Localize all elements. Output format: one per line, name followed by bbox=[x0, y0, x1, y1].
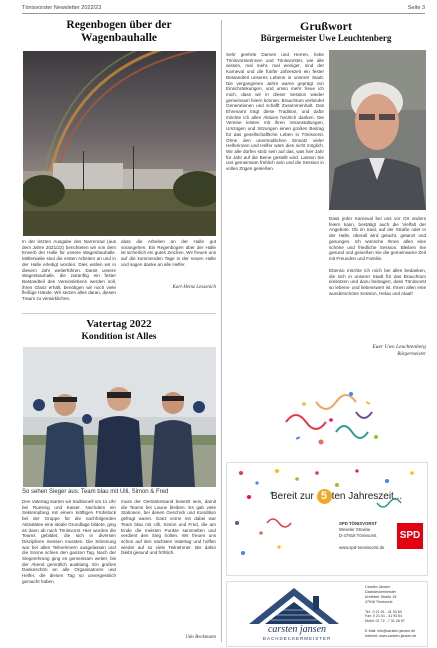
spd-address bbox=[339, 521, 389, 539]
greeting-text-col2b: Ebenso möchte ich mich bei allen bedanken, die sich in unserer Stadt für das Brauchtum einsetzen und dazu beitragen, dass Tönisvorst so lebens- und liebenswert ist. Ihnen allen eine wunderschöne Session, Helau und Alaaf! bbox=[329, 268, 426, 296]
greeting-title-line2: Bürgermeister Uwe Leuchtenberg bbox=[260, 33, 392, 43]
spd-org: SPD TÖNISVORST bbox=[339, 521, 377, 526]
rainbow-title-line1: Regenbogen über der bbox=[66, 19, 172, 31]
spd-street: Weseler Strasse bbox=[339, 527, 371, 532]
rainbow-author: Karl-Heinz Lessenich bbox=[172, 285, 216, 290]
jansen-sub: DACHDECKERMEISTER bbox=[262, 636, 332, 641]
rainbow-title bbox=[22, 19, 216, 45]
header-rule bbox=[22, 13, 425, 14]
spd-headline-pre: Bereit zur bbox=[271, 491, 314, 503]
vatertag-text-left: Den Vatertag starten wir traditionell um 11 Uhr bei Ruesing und Kaiser. Nachdem ein Sektempfang mit einem kräftigen Frühstück bei der Gruppe für die nachfolgenden Aktivitäten eine ideale Grundlage bildete, ging es dann ab nach Tönisvorst. Hier wurden die Teams gebildet, die sich in diversen Disziplinen messen mussten. Die Stimmung war bei allen Teilnehmern ausgelassen und die Sonne schien den ganzen Tag. Nach der Siegerehrung ging es gemeinsam weiter, bis der Abend gemütlich ausklang. Ein großes Dankeschön an alle Organisatoren und Helfer, die diesen Tag so unvergesslich gemacht haben. bbox=[22, 499, 116, 584]
greeting-role: Bürgermeister bbox=[397, 352, 426, 357]
vatertag-title bbox=[22, 318, 216, 344]
section-rule bbox=[22, 313, 216, 314]
spd-headline-number: 5 bbox=[317, 489, 332, 504]
jansen-logo-graphic bbox=[229, 584, 363, 644]
spd-logo: SPD bbox=[397, 523, 423, 549]
confetti-decoration bbox=[226, 382, 426, 462]
rainbow-text-left: In der letzten Ausgabe des Narrenrad (aus dem Jahre 2021/22) berichteten wir von dem Erwerb der Halle für unsere Wagenbauhalle. Mittlerweile sind die ersten Arbeiten an und in der Halle erledigt worden. Dies wollen wir in diesem Jahr weiterführen. Damit unsere Wagenbauhalle, die zukünftig ein fester Bestandteil des Vereinslebens werden soll, ihren Glanz erhält, benötigen wir noch viele fleißige Hände. Wir setzen alles daran, diesen Traum zu verwirklichen. bbox=[22, 239, 116, 302]
spd-ad bbox=[226, 462, 428, 576]
vatertag-text-right: muss der Getränkestand besetzt sein, damit die Teams bei Laune bleiben. Es gab viele Stationen, bei denen Geschick und Kondition gefragt waren. Ganz vorne mit dabei war Team blau mit Ulli, Simon und Fred, die am Ende die meisten Punkte sammelten und verdient den Sieg holten. Wir freuen uns schon auf den nächsten Vatertag und hoffen wieder auf so viele Teilnehmer. Bis dahin bleibt gesund und fröhlich. bbox=[121, 499, 216, 556]
vatertag-title-line2: Kondition ist Alles bbox=[81, 332, 157, 342]
column-divider bbox=[221, 20, 222, 642]
spd-headline-post: ten Jahreszeit... bbox=[331, 491, 403, 503]
rainbow-photo bbox=[23, 51, 216, 236]
jansen-contact-line: Carsten Jansen bbox=[365, 585, 391, 589]
jansen-contact-line: Tel.: 0 21 51 - 41 93 63 bbox=[365, 609, 402, 614]
greeting-text-col2: Dass jeder Karneval bei uns vor Ort anders feiern kann, bestätigt auch die Vielfalt der Angebote. Ob im Saal, auf der Straße oder in der Halle, überall wird gelacht, getanzt und gesungen. Ich wünsche Ihnen allen eine schöne und friedliche Session. Bleiben Sie gesund und genießen Sie die gemeinsame Zeit mit Freunden und Familie. bbox=[329, 216, 426, 261]
jansen-contact-line: Mobil: 01 72 - 7 31 28 57 bbox=[365, 619, 405, 624]
mayor-portrait bbox=[329, 50, 426, 210]
vatertag-title-line1: Vatertag 2022 bbox=[86, 318, 152, 330]
spd-city: D-47918 Tönisvorst bbox=[339, 533, 377, 538]
jansen-contact bbox=[365, 585, 425, 639]
greeting-signature: Euer Uwe Leuchtenberg bbox=[372, 344, 426, 350]
rainbow-title-line2: Wagenbauhalle bbox=[80, 32, 158, 44]
vatertag-caption: So sehen Sieger aus: Team blau mit Ulli, Simon & Fred bbox=[22, 489, 169, 495]
greeting-text-col1: Sehr geehrte Damen und Herren, liebe Tönisvorsterinnen und Tönisvorster, wie alle wissen, mal mehr, mal weniger, sind der Karneval und die fünfte Jahreszeit ein fester Bestandteil unseres Lebens in unserer Stadt. Die vergangenen Jahre waren geprägt von Einschränkungen, und umso mehr freue ich mich, dass wir in dieser Session wieder gemeinsam feiern können. Brauchtum verbindet Generationen und schafft Zusammenhalt. Das Ehrenamt trägt diese Tradition, und dafür möchte ich allen Aktiven herzlich danken. Die Vereine leisten mit ihren Veranstaltungen, Umzügen und Sitzungen einen großen Beitrag für das gesellschaftliche Leben in Tönisvorst. Ohne den unermüdlichen Einsatz vieler Helferinnen und Helfer wäre dies nicht möglich. Wir alle dürfen stolz sein auf das, was hier Jahr für Jahr auf die Beine gestellt wird. Lassen Sie uns gemeinsam fröhlich sein und die Session in vollen Zügen genießen. bbox=[226, 52, 324, 172]
greeting-title-line1: Grußwort bbox=[300, 19, 352, 33]
jansen-website[interactable]: Internet: www.carsten-jansen.de bbox=[365, 634, 417, 639]
page-number: Seite 3 bbox=[407, 5, 425, 11]
greeting-title bbox=[226, 19, 426, 44]
rainbow-text-right: dass die Arbeiten an der Halle gut vorangehen. Ein Regenbogen über der Halle ist sicherlich ein gutes Zeichen. Wir freuen uns auf die kommenden Tage in der neuen Halle und sagen danke an alle Helfer. bbox=[121, 239, 216, 267]
jansen-email[interactable]: E-Mail: info@carsten-jansen.de bbox=[365, 629, 416, 634]
jansen-contact-line: Fax: 0 21 51 - 41 93 64 bbox=[365, 614, 403, 619]
jansen-contact-line: Dachdeckermeister bbox=[365, 589, 396, 594]
jansen-brand: carsten jansen bbox=[267, 624, 327, 635]
vatertag-photo bbox=[23, 347, 216, 487]
spd-headline bbox=[271, 489, 402, 504]
jansen-contact-line: Krefelder Straße 15 bbox=[365, 594, 397, 599]
jansen-ad bbox=[226, 581, 428, 647]
vatertag-author: Udo Beckmann bbox=[185, 635, 216, 640]
spd-url[interactable]: www.spd-toenisvorst.de bbox=[339, 545, 385, 550]
jansen-contact-line: 47918 Tönisvorst bbox=[365, 599, 393, 604]
newspaper-name: Tönisvorster Newsletter 2022/23 bbox=[22, 5, 102, 11]
